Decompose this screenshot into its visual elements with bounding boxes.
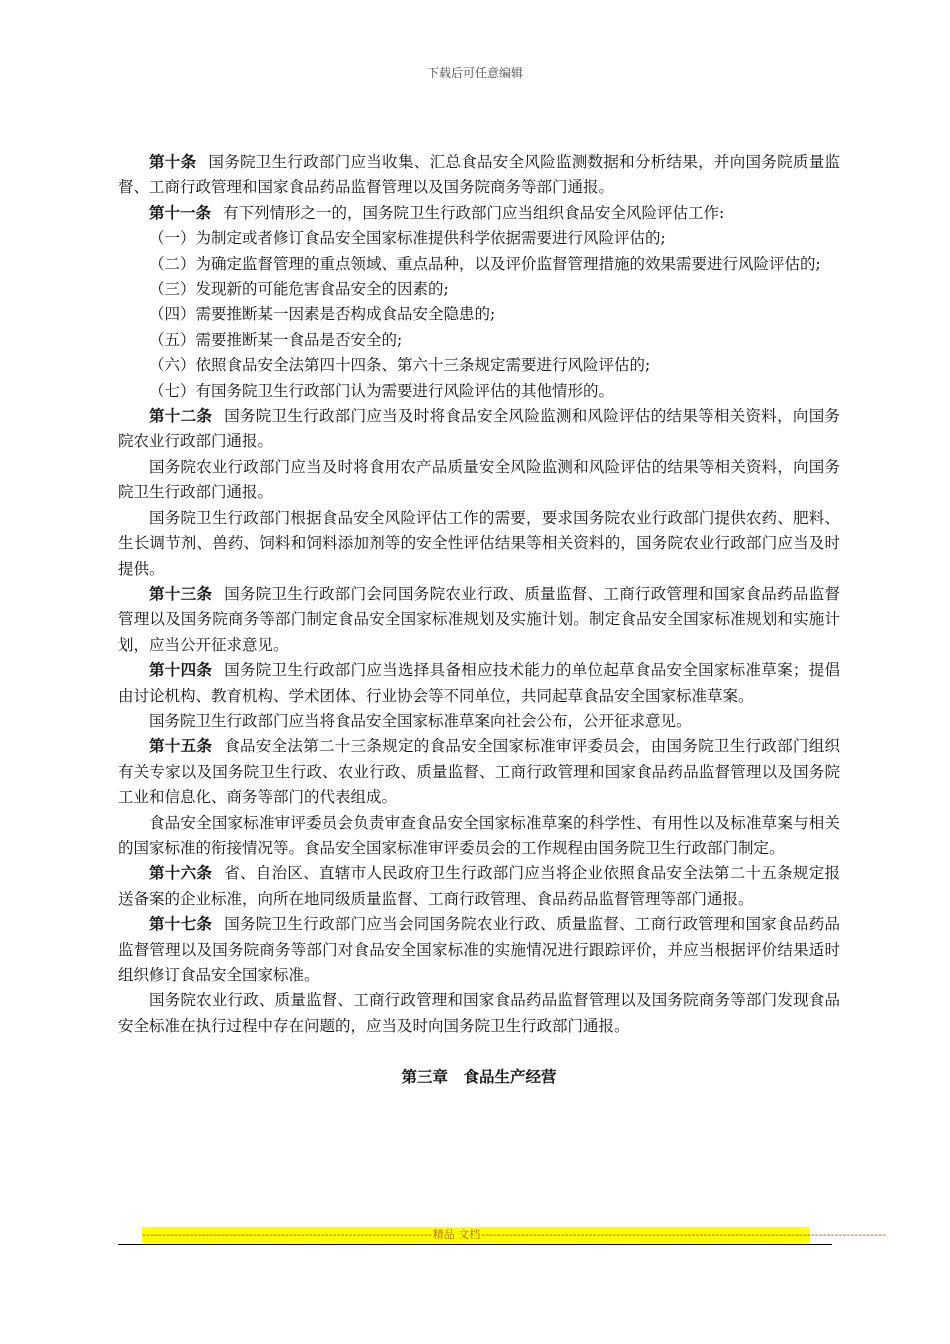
paragraph — [118, 379, 840, 404]
article-label: 第十五条 — [149, 737, 213, 756]
article-label: 第十条 — [149, 153, 197, 171]
paragraph-text: 国务院农业行政部门应当及时将食用农产品质量安全风险监测和风险评估的结果等相关资料，向国务院卫生行政部门通报。 — [118, 457, 840, 502]
paragraph — [118, 353, 840, 378]
footer-banner — [142, 1227, 887, 1243]
article-label: 第十三条 — [149, 584, 213, 603]
paragraph-text: （五）需要推断某一食品是否安全的; — [149, 330, 403, 349]
paragraph — [118, 252, 840, 277]
paragraph — [118, 811, 840, 862]
paragraph-text: 国务院卫生行政部门应当将食品安全国家标准草案向社会公布，公开征求意见。 — [149, 711, 692, 730]
paragraph-text: 省、自治区、直辖市人民政府卫生行政部门应当将企业依照食品安全法第二十五条规定报送备案的企业标准，向所在地同级质量监督、工商行政管理、食品药品监督管理等部门通报。 — [118, 864, 840, 908]
paragraph-text: （三）发现新的可能危害食品安全的因素的; — [149, 280, 449, 299]
document-body — [118, 150, 840, 1091]
paragraph-text: （七）有国务院卫生行政部门认为需要进行风险评估的其他情形的。 — [149, 381, 615, 400]
article-label: 第十二条 — [149, 407, 213, 426]
paragraph-text: （二）为确定监督管理的重点领域、重点品种，以及评价监督管理措施的效果需要进行风险评估的; — [149, 254, 821, 273]
paragraph — [118, 150, 840, 201]
paragraph-text: 国务院卫生行政部门应当收集、汇总食品安全风险监测数据和分析结果，并向国务院质量监督、工商行政管理和国家食品药品监督管理以及国务院商务等部门通报。 — [118, 153, 840, 197]
paragraph — [118, 912, 840, 988]
article-label: 第十六条 — [149, 864, 213, 883]
paragraph-text: 国务院卫生行政部门应当选择具备相应技术能力的单位起草食品安全国家标准草案；提倡由讨论机构、教育机构、学术团体、行业协会等不同单位，共同起草食品安全国家标准草案。 — [118, 661, 840, 705]
paragraph-text: 国务院卫生行政部门会同国务院农业行政、质量监督、工商行政管理和国家食品药品监督管理以及国务院商务等部门制定食品安全国家标准规划及实施计划。制定食品安全国家标准规划和实施计划，应当公开征求意见。 — [118, 584, 840, 654]
chapter-title: 第三章 食品生产经营 — [401, 1068, 557, 1087]
page-header: 下载后可任意编辑 — [426, 66, 523, 80]
footer-label: 精品 文档 — [432, 1228, 481, 1241]
paragraph-text: 国务院卫生行政部门应当会同国务院农业行政、质量监督、工商行政管理和国家食品药品监督管理以及国务院商务等部门对食品安全国家标准的实施情况进行跟踪评价，并应当根据评价结果适时组织修订食品安全国家标准。 — [118, 915, 840, 984]
footer-rule — [118, 1244, 832, 1245]
paragraph-text: 食品安全国家标准审评委员会负责审查食品安全国家标准草案的科学性、有用性以及标准草案与相关的国家标准的衔接情况等。食品安全国家标准审评委员会的工作规程由国务院卫生行政部门制定。 — [118, 813, 840, 857]
footer-dashes-right: ------------------------------------------------------------------------------------------------------ — [481, 1228, 887, 1241]
paragraph — [118, 582, 840, 658]
article-label: 第十七条 — [149, 915, 213, 934]
paragraph-text: （六）依照食品安全法第四十四条、第六十三条规定需要进行风险评估的; — [149, 356, 651, 375]
paragraph-text: 国务院农业行政、质量监督、工商行政管理和国家食品药品监督管理以及国务院商务等部门发现食品安全标准在执行过程中存在问题的，应当及时向国务院卫生行政部门通报。 — [118, 991, 840, 1035]
paragraph-text: 有下列情形之一的，国务院卫生行政部门应当组织食品安全风险评估工作: — [223, 203, 725, 222]
paragraph — [118, 658, 840, 709]
paragraph — [118, 861, 840, 912]
article-label: 第十一条 — [149, 203, 212, 222]
paragraph — [118, 404, 840, 455]
paragraph-text: （四）需要推断某一因素是否构成食品安全隐患的; — [149, 305, 496, 324]
paragraph — [118, 455, 840, 506]
paragraph — [118, 734, 840, 810]
paragraph — [118, 277, 840, 302]
paragraph-text: 国务院卫生行政部门应当及时将食品安全风险监测和风险评估的结果等相关资料，向国务院农业行政部门通报。 — [118, 407, 840, 451]
paragraph — [118, 201, 840, 226]
paragraph-text: （一）为制定或者修订食品安全国家标准提供科学依据需要进行风险评估的; — [149, 229, 666, 248]
paragraph — [118, 226, 840, 251]
paragraph-text: 国务院卫生行政部门根据食品安全风险评估工作的需要，要求国务院农业行政部门提供农药、肥料、生长调节剂、兽药、饲料和饲料添加剂等的安全性评估结果等相关资料的，国务院农业行政部门应当及时提供。 — [118, 508, 840, 578]
article-label: 第十四条 — [149, 661, 213, 680]
paragraph — [118, 302, 840, 327]
footer-dashes-left: ------------------------------------------------------------------------- — [142, 1228, 432, 1241]
paragraph — [118, 506, 840, 582]
paragraph — [118, 709, 840, 734]
paragraph — [118, 988, 840, 1039]
paragraph-text: 食品安全法第二十三条规定的食品安全国家标准审评委员会，由国务院卫生行政部门组织有关专家以及国务院卫生行政、农业行政、质量监督、工商行政管理和国家食品药品监督管理以及国务院工业和信息化、商务等部门的代表组成。 — [118, 737, 840, 807]
paragraph — [118, 328, 840, 353]
